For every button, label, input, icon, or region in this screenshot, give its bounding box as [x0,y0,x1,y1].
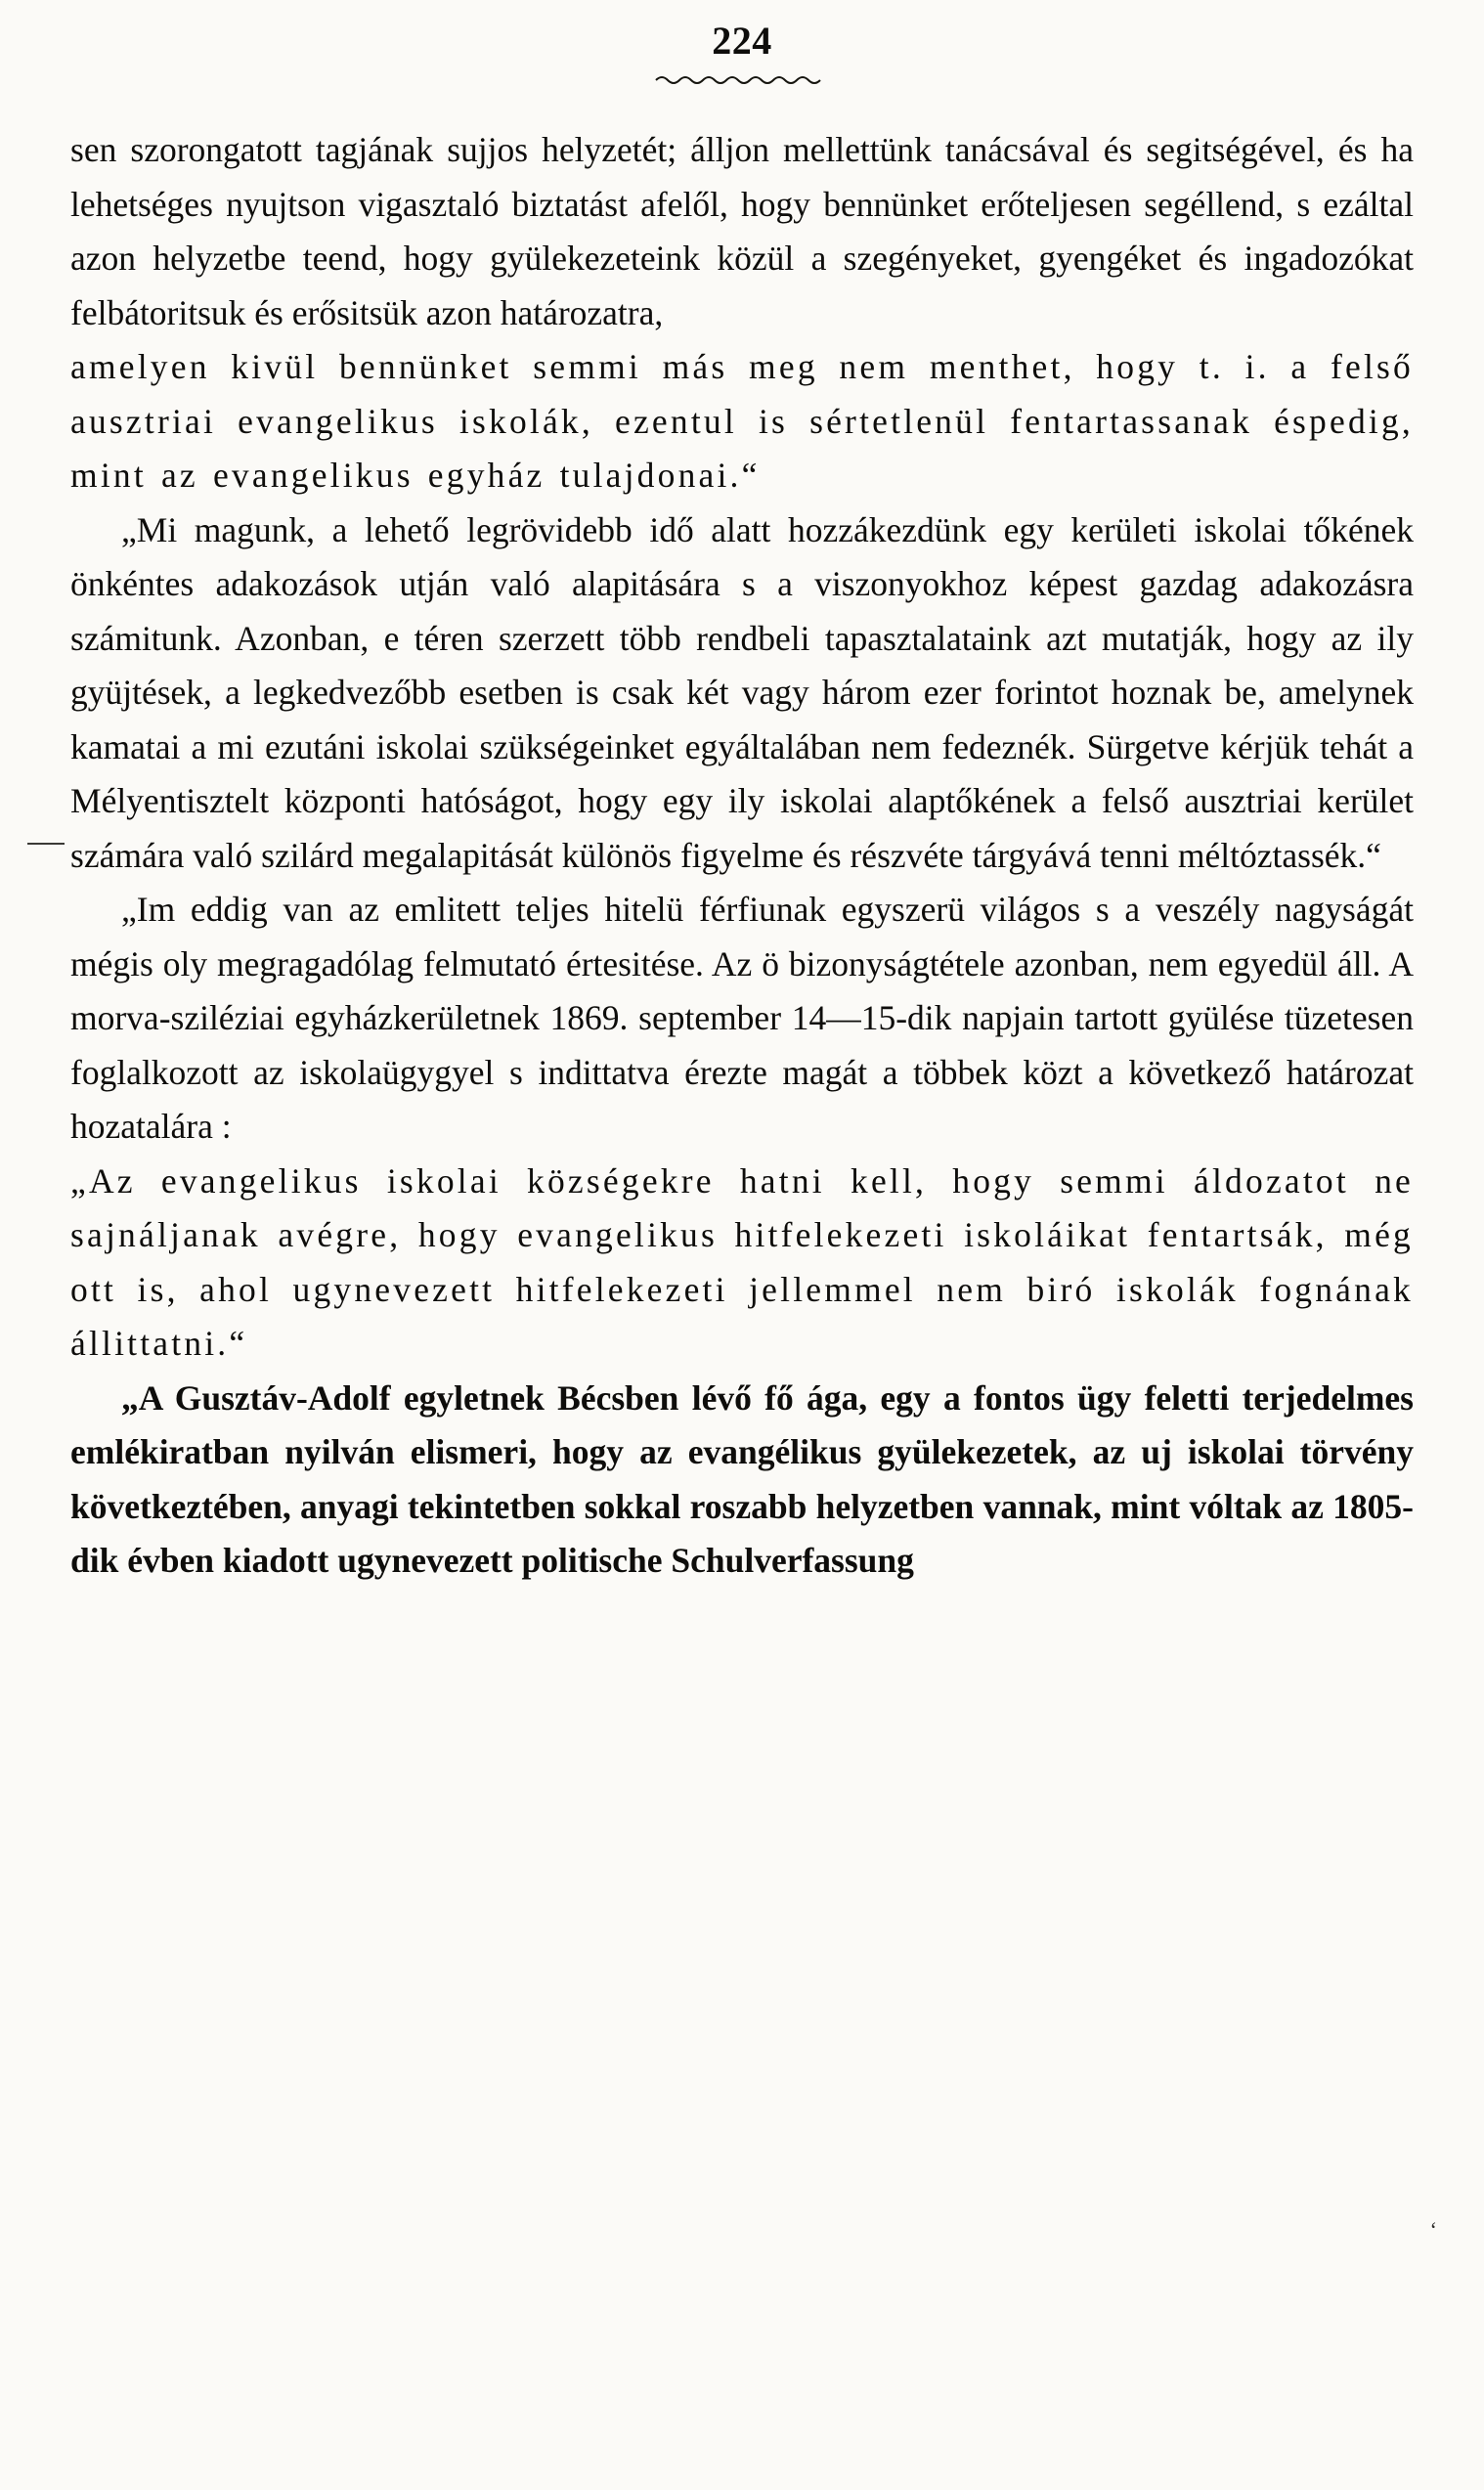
wavy-rule-ornament [654,72,830,86]
paragraph-quote-fund: „Mi magunk, a lehető legrövidebb idő alatt hozzákezdünk egy kerületi iskolai tőkének önkéntes adakozások utján való alapitására s a viszonyokhoz képest gazdag adakozásra számitunk. Azonban, e téren szerzett több rendbeli tapasztalataink azt mutatják, hogy az ily gyüjtések, a legkedvezőbb esetben is csak két vagy három ezer forintot hoznak be, amelynek kamatai a mi ezutáni iskolai szükségeinket egyáltalában nem fedeznék. Sürgetve kérjük tehát a Mélyentisztelt központi hatóságot, hogy egy ily iskolai alaptőkének a felső ausztriai kerület számára való szilárd megalapitását különös figyelme és részvéte tárgyává tenni méltóztassék.“ [70,509,1414,875]
page-body [70,123,1414,1589]
paragraph-continued: sen szorongatott tagjának sujjos helyzetét; álljon mellettünk tanácsával és segitségével, és ha lehetséges nyujtson vigasztaló biztatást afelől, hogy bennünket erőteljesen segéllend, s ezáltal azon helyzetbe teend, hogy gyülekezeteink közül a szegényeket, gyengéket és ingadozókat felbátoritsuk és erősitsük azon határozatra, [70,130,1414,332]
paragraph-quote-resolution-2: „Az evangelikus iskolai községekre hatni kell, hogy semmi áldozatot ne sajnáljanak avégre, hogy evangelikus hitfelekezeti iskoláikat fentartsák, még ott is, ahol ugynevezett hitfelekezeti jellemmel nem biró iskolák fognának állittatni.“ [70,1160,1414,1363]
page-number: 224 [712,19,772,63]
margin-mark: ‘ [1429,2217,1437,2242]
paragraph-quote-resolution-1: amelyen kivül bennünket semmi más meg nem menthet, hogy t. i. a felső ausztriai evangelikus iskolák, ezentul is sértetlenül fentartassanak éspedig, mint az evangelikus egyház tulajdonai.“ [70,347,1414,495]
paragraph-gustav-adolf: „A Gusztáv-Adolf egyletnek Bécsben lévő fő ága, egy a fontos ügy feletti terjedelmes emlékiratban nyilván elismeri, hogy az evangélikus gyülekezetek, az uj iskolai törvény következtében, anyagi tekintetben sokkal roszabb helyzetben vannak, mint vóltak az 1805-dik évben kiadott ugynevezett politische Schulverfassung [70,1377,1414,1580]
paragraph-testimony: „Im eddig van az emlitett teljes hitelü férfiunak egyszerü világos s a veszély nagyságát mégis oly megragadólag felmutató értesitése. Az ö bizonyságtétele azonban, nem egyedül áll. A morva-sziléziai egyházkerületnek 1869. september 14—15-dik napjain tartott gyülése tüzetesen foglalkozott az iskolaügygyel s indittatva érezte magát a többek közt a következő határozat hozatalára : [70,890,1414,1146]
margin-tick [27,843,65,845]
